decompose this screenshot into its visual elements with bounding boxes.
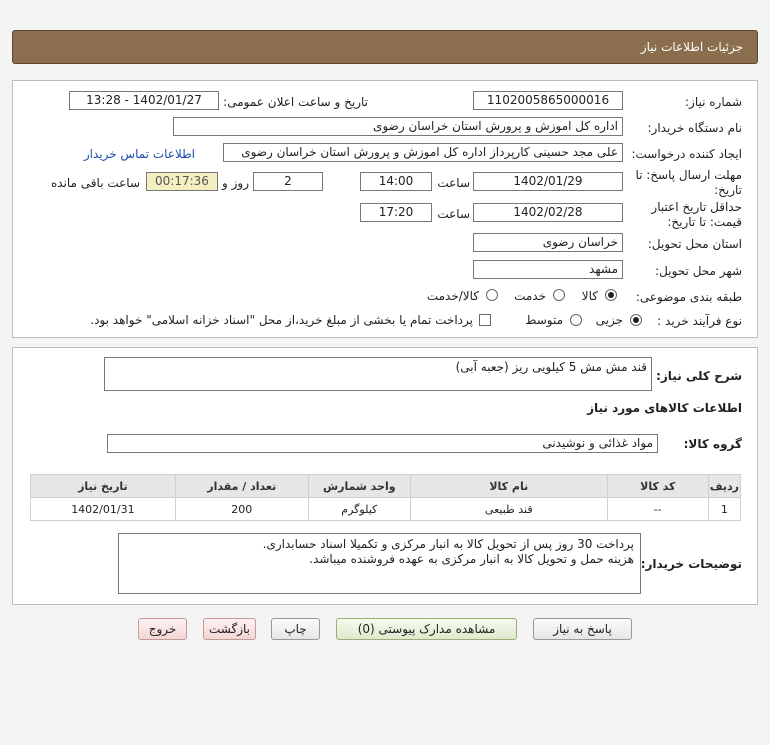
goods-table: [30, 474, 741, 521]
province-field: خراسان رضوی: [473, 233, 623, 252]
table-row: [31, 498, 741, 521]
validity-label: [651, 200, 742, 230]
back-button[interactable]: بازگشت: [203, 618, 256, 640]
buyer-org-label: نام دستگاه خریدار:: [647, 121, 742, 135]
purchase-type-radio-minor[interactable]: [630, 314, 642, 326]
view-attachments-button[interactable]: مشاهده مدارک پیوستی (0): [336, 618, 517, 640]
category-option-goods-service: کالا/خدمت: [426, 289, 479, 303]
col-code: کد کالا: [607, 475, 708, 498]
summary-label: شرح کلی نیاز:: [656, 369, 742, 383]
purchase-type-option-minor: جزیی: [595, 313, 623, 327]
buyer-notes-label: توضیحات خریدار:: [640, 557, 742, 571]
col-unit: واحد شمارش: [308, 475, 410, 498]
need-number-field: 1102005865000016: [473, 91, 623, 110]
category-label: طبقه بندی موضوعی:: [635, 290, 742, 304]
treasury-docs-checkbox[interactable]: [479, 314, 491, 326]
need-number-label: شماره نیاز:: [685, 95, 742, 109]
remaining-time-field: 00:17:36: [146, 172, 218, 191]
deadline-date-field: 1402/01/29: [473, 172, 623, 191]
category-option-goods: کالا: [581, 289, 598, 303]
col-name: نام کالا: [410, 475, 607, 498]
goods-group-label: گروه کالا:: [683, 437, 742, 451]
requester-label: ایجاد کننده درخواست:: [631, 147, 742, 161]
category-radio-goods-service[interactable]: [486, 289, 498, 301]
city-label: شهر محل تحویل:: [655, 264, 742, 278]
deadline-time-field: 14:00: [360, 172, 432, 191]
col-need-date: تاریخ نیاز: [31, 475, 176, 498]
category-radio-goods[interactable]: [605, 289, 617, 301]
exit-button[interactable]: خروج: [138, 618, 187, 640]
cell-row: 1: [708, 498, 740, 521]
requester-field: علی مجد حسینی کارپرداز اداره کل اموزش و پرورش استان خراسان رضوی: [223, 143, 623, 162]
deadline-label: [635, 168, 742, 198]
validity-label-line1: حداقل تاریخ اعتبار: [651, 200, 742, 214]
cell-quantity: 200: [175, 498, 308, 521]
cell-need-date: 1402/01/31: [31, 498, 176, 521]
treasury-docs-note: پرداخت تمام یا بخشی از مبلغ خرید،از محل "اسناد خزانه اسلامی" خواهد بود.: [90, 313, 473, 327]
announce-datetime-label: تاریخ و ساعت اعلان عمومی:: [223, 95, 368, 109]
print-button[interactable]: چاپ: [271, 618, 320, 640]
buyer-org-field: اداره کل اموزش و پرورش استان خراسان رضوی: [173, 117, 623, 136]
cell-name: قند طبیعی: [410, 498, 607, 521]
purchase-type-label: نوع فرآیند خرید :: [657, 314, 742, 328]
reply-button[interactable]: پاسخ به نیاز: [533, 618, 632, 640]
category-radio-service[interactable]: [553, 289, 565, 301]
buyer-notes-field: [118, 533, 641, 594]
col-row: ردیف: [708, 475, 740, 498]
goods-group-field: مواد غذائی و نوشیدنی: [107, 434, 658, 453]
col-quantity: تعداد / مقدار: [175, 475, 308, 498]
validity-time-label: ساعت: [437, 207, 470, 221]
buyer-contact-link[interactable]: اطلاعات تماس خریدار: [83, 147, 195, 161]
validity-date-field: 1402/02/28: [473, 203, 623, 222]
announce-datetime-field: 1402/01/27 - 13:28: [69, 91, 219, 110]
page-header: [12, 30, 758, 64]
cell-unit: کیلوگرم: [308, 498, 410, 521]
page-title: جزئیات اطلاعات نیاز: [640, 40, 743, 54]
province-label: استان محل تحویل:: [647, 237, 742, 251]
deadline-days-field: 2: [253, 172, 323, 191]
cell-code: --: [607, 498, 708, 521]
buyer-notes-line-2: هزینه حمل و تحویل کالا به انبار مرکزی به عهده فروشنده میباشد.: [309, 552, 634, 566]
remaining-time-label: ساعت باقی مانده: [50, 176, 140, 190]
purchase-type-option-medium: متوسط: [525, 313, 563, 327]
summary-field: قند مش مش 5 کیلویی ریز (جعبه آبی): [104, 357, 652, 391]
category-option-service: خدمت: [514, 289, 546, 303]
validity-label-line2: قیمت: تا تاریخ:: [667, 215, 742, 229]
deadline-label-line2: تاریخ:: [714, 183, 742, 197]
deadline-label-line1: مهلت ارسال پاسخ: تا: [635, 168, 742, 182]
goods-info-title: اطلاعات کالاهای مورد نیاز: [587, 401, 742, 415]
goods-table-header: [31, 475, 741, 498]
deadline-days-label: روز و: [222, 176, 249, 190]
purchase-type-radio-medium[interactable]: [570, 314, 582, 326]
city-field: مشهد: [473, 260, 623, 279]
validity-time-field: 17:20: [360, 203, 432, 222]
buyer-notes-line-1: پرداخت 30 روز پس از تحویل کالا به انبار مرکزی و تکمیلا اسناد حسابداری.: [262, 537, 634, 551]
deadline-time-label: ساعت: [437, 176, 470, 190]
